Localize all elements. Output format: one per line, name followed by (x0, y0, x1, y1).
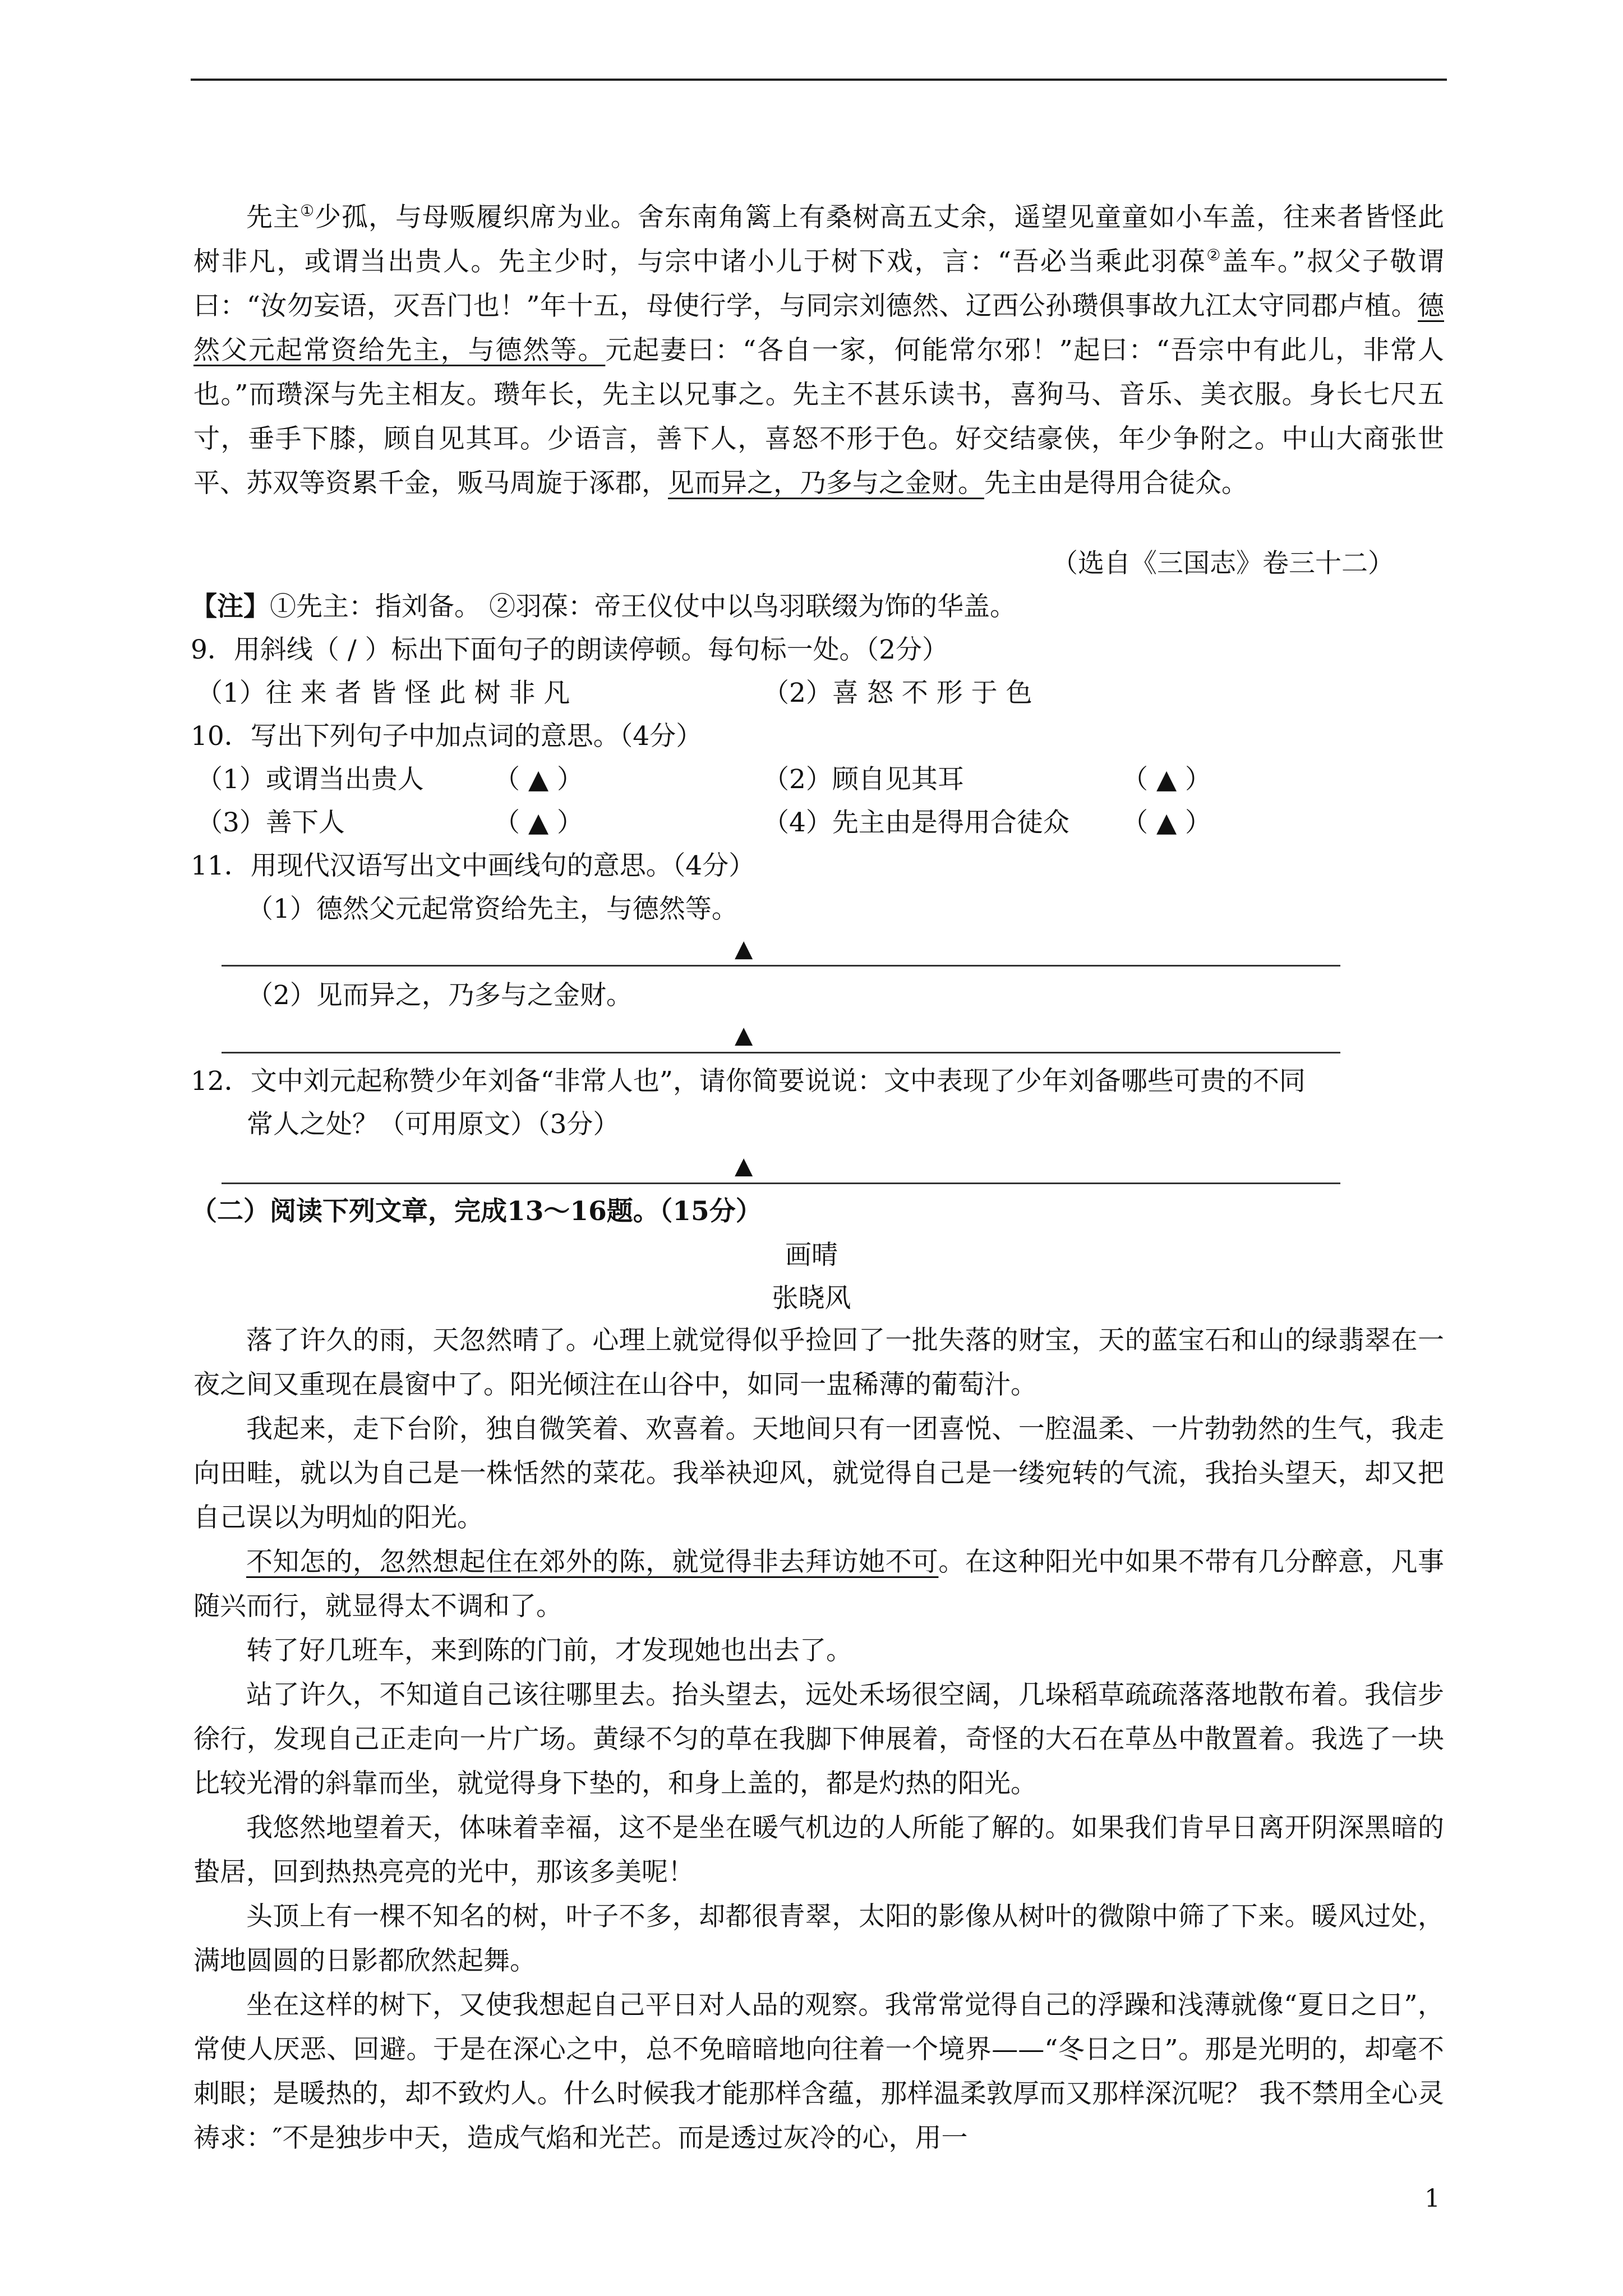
question-10-title: 10．写出下列句子中加点词的意思。（4分） (191, 721, 703, 752)
note-marker-1: ① (299, 201, 315, 220)
article-paragraph: 转了好几班车，来到陈的门前，才发现她也出去了。 (246, 1635, 852, 1666)
underlined-sentence-3: 不知怎的，忽然想起住在郊外的陈，就觉得非去拜访她不可 (246, 1547, 939, 1577)
note-marker-2: ② (1206, 246, 1222, 264)
header-rule (191, 79, 1447, 81)
article-paragraph: 落了许久的雨，天忽然晴了。心理上就觉得似乎捡回了一批失落的财宝，天的蓝宝石和山的绿翡翠在一夜之间又重现在晨窗中了。阳光倾注在山谷中，如同一盅稀薄的葡萄汁。 (193, 1325, 1444, 1400)
article-author: 张晓风 (772, 1283, 851, 1314)
modern-article (193, 1318, 1444, 2160)
source-citation: （选自《三国志》卷三十二） (1052, 548, 1394, 579)
question-9-title: 9．用斜线（ / ）标出下面句子的朗读停顿。每句标一处。（2分） (191, 634, 949, 665)
question-10-item-1: （1）或谓当出贵人 (196, 764, 424, 795)
article-paragraph: 站了许久，不知道自己该往哪里去。抬头望去，远处禾场很空阔，几垛稻草疏疏落落地散布着。我信步徐行，发现自己正走向一片广场。黄绿不匀的草在我脚下伸展着，奇怪的大石在草丛中散置着。我选了一块比较光滑的斜靠而坐，就觉得身下垫的，和身上盖的，都是灼热的阳光。 (193, 1680, 1444, 1799)
underlined-sentence-1: 德然父元起常资给先主，与德然等。 (193, 291, 1444, 366)
answer-blank[interactable]: （ ▲ ） (494, 764, 584, 795)
question-10-item-3: （3）善下人 (196, 807, 345, 838)
answer-marker: ▲ (735, 1021, 753, 1048)
question-9-item-1: （1）往 来 者 皆 怪 此 树 非 凡 (196, 678, 570, 708)
answer-blank[interactable]: （ ▲ ） (494, 807, 584, 838)
answer-marker: ▲ (735, 1152, 753, 1179)
question-11-title: 11．用现代汉语写出文中画线句的意思。（4分） (191, 850, 755, 881)
question-10-item-4: （4）先主由是得用合徒众 (763, 807, 1069, 838)
answer-blank[interactable]: （ ▲ ） (1122, 764, 1212, 795)
question-11-item-1: （1）德然父元起常资给先主，与德然等。 (247, 894, 738, 924)
classical-passage (193, 195, 1444, 505)
answer-marker: ▲ (735, 935, 753, 962)
question-12-title: 12．文中刘元起称赞少年刘备“非常人也”，请你简要说说：文中表现了少年刘备哪些可贵的不同 (191, 1066, 1306, 1097)
article-paragraph: 坐在这样的树下，又使我想起自己平日对人品的观察。我常常觉得自己的浮躁和浅薄就像“夏日之日”，常使人厌恶、回避。于是在深心之中，总不免暗暗地向往着一个境界——“冬日之日”。那是光明的，却毫不刺眼；是暖热的，却不致灼人。什么时候我才能那样含蕴，那样温柔敦厚而又那样深沉呢？ 我不禁用全心灵祷求：″不是独步中天，造成气焰和光芒。而是透过灰冷的心，用一 (193, 1990, 1444, 2154)
article-paragraph: 头顶上有一棵不知名的树，叶子不多，却都很青翠，太阳的影像从树叶的微隙中筛了下来。暖风过处，满地圆圆的日影都欣然起舞。 (193, 1901, 1444, 1976)
article-title: 画晴 (785, 1240, 838, 1271)
answer-line[interactable] (222, 1052, 1340, 1053)
question-11-item-2: （2）见而异之，乃多与之金财。 (247, 980, 633, 1011)
underlined-sentence-2: 见而异之，乃多与之金财。 (668, 468, 984, 499)
footnote: 【注】①先主：指刘备。 ②羽葆：帝王仪仗中以鸟羽联缀为饰的华盖。 (191, 591, 1016, 622)
article-paragraph: 不知怎的，忽然想起住在郊外的陈，就觉得非去拜访她不可。在这种阳光中如果不带有几分醉意，凡事随兴而行，就显得太不调和了。 (193, 1547, 1445, 1622)
answer-blank[interactable]: （ ▲ ） (1122, 807, 1212, 838)
question-12-title-cont: 常人之处？（可用原文）（3分） (247, 1109, 620, 1140)
page-number: 1 (1424, 2184, 1440, 2213)
answer-line[interactable] (222, 1182, 1340, 1184)
section-2-title: （二）阅读下列文章，完成13～16题。（15分） (191, 1196, 762, 1227)
answer-line[interactable] (222, 965, 1340, 967)
question-9-item-2: （2）喜 怒 不 形 于 色 (763, 678, 1032, 708)
question-10-item-2: （2）顾自见其耳 (763, 764, 964, 795)
passage-paragraph: 先主①少孤，与母贩履织席为业。舍东南角篱上有桑树高五丈余，遥望见童童如小车盖，往来者皆怪此树非凡，或谓当出贵人。先主少时，与宗中诸小儿于树下戏，言：“吾必当乘此羽葆②盖车。”叔父子敬谓曰：“汝勿妄语，灭吾门也！”年十五，母使行学，与同宗刘德然、辽西公孙瓒俱事故九江太守同郡卢植。德然父元起常资给先主，与德然等。元起妻曰：“各自一家，何能常尔邪！”起曰：“吾宗中有此儿，非常人也。”而瓒深与先主相友。瓒年长，先主以兄事之。先主不甚乐读书，喜狗马、音乐、美衣服。身长七尺五寸，垂手下膝，顾自见其耳。少语言，善下人，喜怒不形于色。好交结豪侠，年少争附之。中山大商张世平、苏双等资累千金，贩马周旋于涿郡，见而异之，乃多与之金财。先主由是得用合徒众。 (193, 201, 1445, 499)
article-paragraph: 我起来，走下台阶，独自微笑着、欢喜着。天地间只有一团喜悦、一腔温柔、一片勃勃然的生气，我走向田畦，就以为自己是一株恬然的菜花。我举袂迎风，就觉得自己是一缕宛转的气流，我抬头望天，却又把自己误以为明灿的阳光。 (193, 1414, 1444, 1533)
article-paragraph: 我悠然地望着天，体味着幸福，这不是坐在暖气机边的人所能了解的。如果我们肯早日离开阴深黑暗的蛰居，回到热热亮亮的光中，那该多美呢！ (193, 1812, 1444, 1888)
